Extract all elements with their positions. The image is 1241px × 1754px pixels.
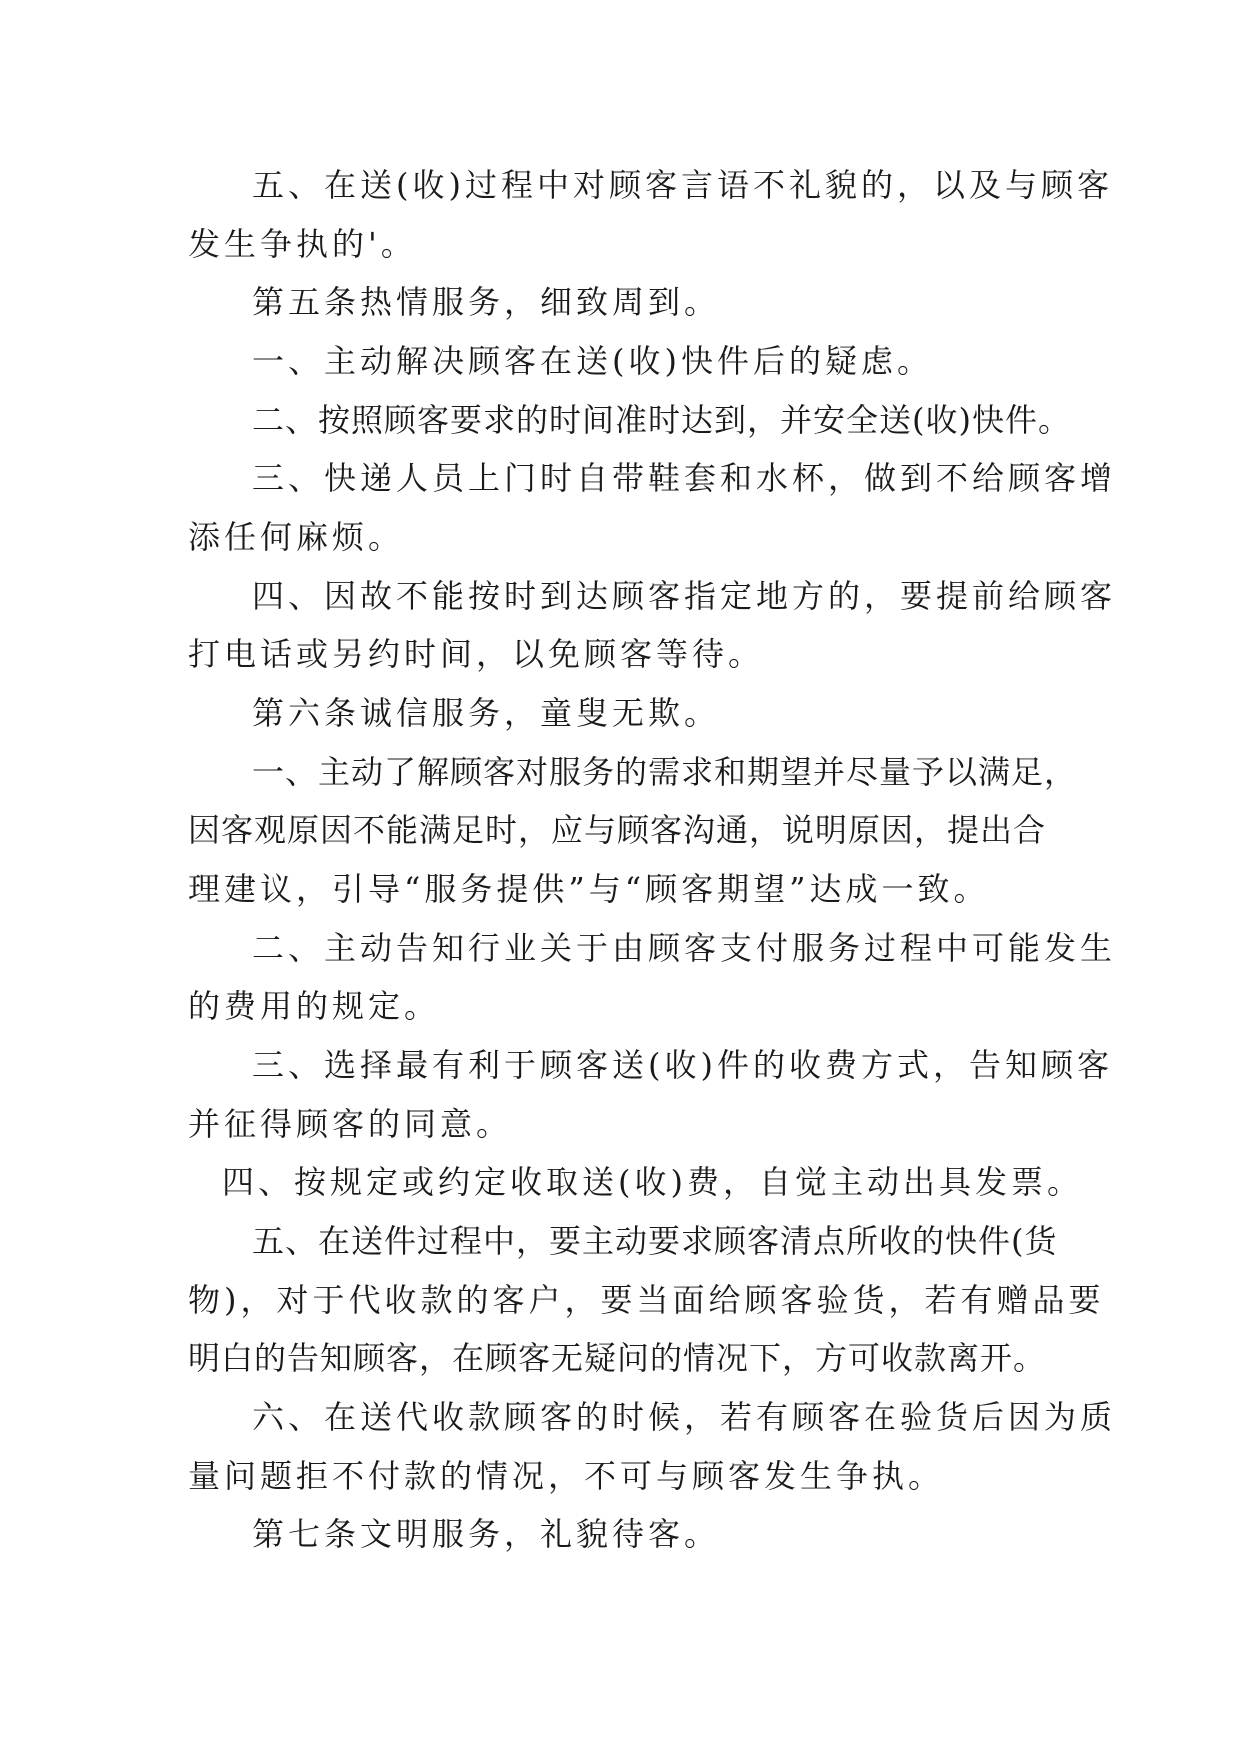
paragraph-line: 二、按照顾客要求的时间准时达到，并安全送(收)快件。	[252, 401, 1071, 439]
paragraph-line: 打电话或另约时间，以免顾客等待。	[188, 635, 765, 673]
paragraph-line: 的费用的规定。	[188, 987, 441, 1025]
paragraph-line: 六、在送代收款顾客的时候，若有顾客在验货后因为质	[252, 1398, 1117, 1436]
section-heading: 第六条诚信服务，童叟无欺。	[252, 694, 721, 732]
paragraph-line: 理建议，引导“服务提供”与“顾客期望”达成一致。	[188, 870, 990, 908]
paragraph-line: 一、主动解决顾客在送(收)快件后的疑虑。	[252, 342, 933, 380]
paragraph-line: 并征得顾客的同意。	[188, 1105, 513, 1143]
paragraph-line: 添任何麻烦。	[188, 518, 405, 556]
paragraph-line: 物)，对于代收款的客户，要当面给顾客验货，若有赠品要	[188, 1281, 1105, 1319]
paragraph-line: 三、快递人员上门时自带鞋套和水杯，做到不给顾客增	[252, 459, 1117, 497]
paragraph-line: 明白的告知顾客，在顾客无疑问的情况下，方可收款离开。	[188, 1339, 1047, 1377]
paragraph-line: 四、因故不能按时到达顾客指定地方的，要提前给顾客	[252, 577, 1117, 615]
paragraph-line: 三、选择最有利于顾客送(收)件的收费方式，告知顾客	[252, 1046, 1113, 1084]
section-heading: 第五条热情服务，细致周到。	[252, 283, 721, 321]
paragraph-line: 一、主动了解顾客对服务的需求和期望并尽量予以满足，	[252, 753, 1078, 791]
paragraph-line: 五、在送件过程中，要主动要求顾客清点所收的快件(货	[252, 1222, 1058, 1260]
paragraph-line: 五、在送(收)过程中对顾客言语不礼貌的，以及与顾客	[252, 166, 1113, 204]
paragraph-line: 四、按规定或约定收取送(收)费，自觉主动出具发票。	[222, 1163, 1083, 1201]
paragraph-line: 因客观原因不能满足时，应与顾客沟通，说明原因，提出合	[188, 811, 1047, 849]
section-heading: 第七条文明服务，礼貌待客。	[252, 1515, 721, 1553]
paragraph-line: 二、主动告知行业关于由顾客支付服务过程中可能发生	[252, 929, 1117, 967]
paragraph-line: 量问题拒不付款的情况，不可与顾客发生争执。	[188, 1457, 945, 1495]
paragraph-line: 发生争执的'。	[188, 225, 417, 263]
